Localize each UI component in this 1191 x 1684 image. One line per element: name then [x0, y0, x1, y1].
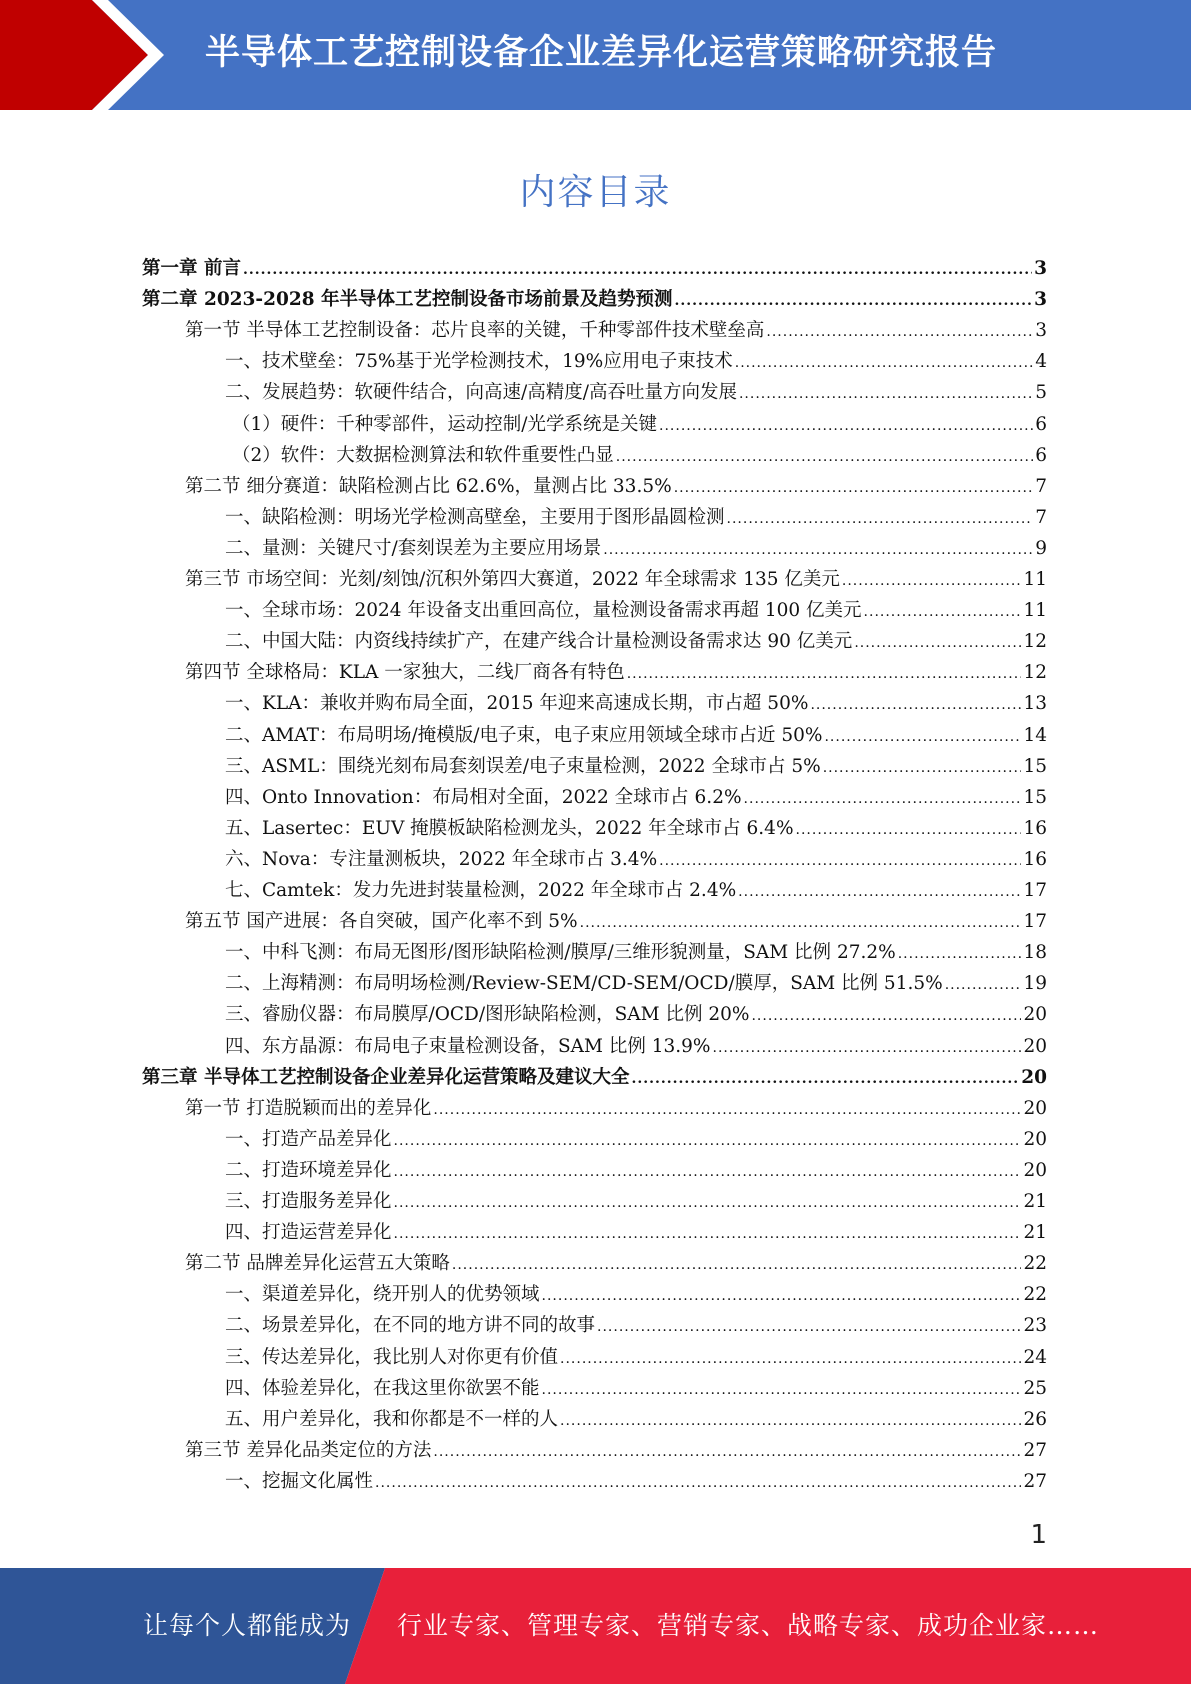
- toc-dot-leader: [842, 573, 1022, 589]
- toc-dot-leader: [542, 1288, 1022, 1304]
- report-title: 半导体工艺控制设备企业差异化运营策略研究报告: [205, 33, 998, 73]
- toc-entry[interactable]: [225, 783, 1047, 814]
- toc-dot-leader: [796, 822, 1022, 838]
- toc-dot-leader: [433, 1444, 1021, 1460]
- toc-entry-page: 16: [1023, 848, 1047, 870]
- toc-entry-title: 四、体验差异化，在我这里你欲罢不能: [225, 1377, 540, 1399]
- toc-entry-title: 第四节 全球格局：KLA 一家独大，二线厂商各有特色: [185, 662, 625, 684]
- toc-entry-page: 20: [1021, 1066, 1047, 1088]
- toc-entry-title: 第三章 半导体工艺控制设备企业差异化运营策略及建议大全: [142, 1066, 630, 1088]
- toc-entry-title: 第一节 半导体工艺控制设备：芯片良率的关键，千种零部件技术壁垒高: [185, 320, 765, 342]
- toc-entry-page: 14: [1023, 724, 1047, 746]
- toc-dot-leader: [627, 666, 1022, 682]
- toc-entry-page: 12: [1023, 662, 1047, 684]
- toc-entry[interactable]: [225, 1000, 1047, 1031]
- page-number: 1: [1030, 1520, 1047, 1550]
- toc-entry[interactable]: [225, 1125, 1047, 1156]
- toc-entry-page: 27: [1023, 1470, 1047, 1492]
- toc-entry[interactable]: [225, 814, 1047, 845]
- toc-dot-leader: [659, 418, 1033, 434]
- toc-dot-leader: [727, 511, 1034, 527]
- toc-entry-page: 7: [1035, 506, 1047, 528]
- toc-entry[interactable]: [225, 596, 1047, 627]
- toc-entry-title: 二、AMAT：布局明场/掩模版/电子束，电子束应用领域全球市占近 50%: [225, 724, 823, 746]
- toc-entry-title: 三、ASML：围绕光刻布局套刻误差/电子束量检测，2022 全球市占 5%: [225, 755, 821, 777]
- toc-entry-page: 13: [1023, 693, 1047, 715]
- toc-entry[interactable]: [185, 316, 1047, 347]
- toc-entry-page: 6: [1035, 413, 1047, 435]
- toc-entry-page: 6: [1035, 444, 1047, 466]
- toc-entry-title: 第二节 细分赛道：缺陷检测占比 62.6%，量测占比 33.5%: [185, 475, 672, 497]
- toc-entry-title: 一、中科飞测：布局无图形/图形缺陷检测/膜厚/三维形貌测量，SAM 比例 27.2%: [225, 942, 896, 964]
- toc-entry-title: 一、挖掘文化属性: [225, 1470, 374, 1492]
- toc-entry-page: 20: [1023, 1128, 1047, 1150]
- toc-dot-leader: [631, 1071, 1019, 1087]
- toc-entry[interactable]: [225, 876, 1047, 907]
- toc-entry[interactable]: [225, 1343, 1047, 1374]
- toc-dot-leader: [616, 449, 1033, 465]
- footer-slogan-right: 行业专家、管理专家、营销专家、战略专家、成功企业家……: [397, 1611, 1100, 1640]
- toc-entry[interactable]: [225, 721, 1047, 752]
- toc-entry-title: 第三节 市场空间：光刻/刻蚀/沉积外第四大赛道，2022 年全球需求 135 亿美元: [185, 569, 840, 590]
- toc-entry-page: 16: [1023, 817, 1047, 839]
- toc-entry-page: 27: [1023, 1439, 1047, 1461]
- toc-entry-title: 第一节 打造脱颖而出的差异化: [185, 1097, 432, 1119]
- toc-dot-leader: [375, 1475, 1021, 1491]
- toc-entry-title: 一、打造产品差异化: [225, 1128, 392, 1150]
- toc-entry[interactable]: [225, 1280, 1047, 1311]
- toc-dot-leader: [864, 604, 1022, 620]
- toc-entry[interactable]: [232, 410, 1047, 441]
- toc-dot-leader: [394, 1195, 1022, 1211]
- toc-entry-title: 三、打造服务差异化: [225, 1191, 392, 1212]
- toc-dot-leader: [394, 1133, 1022, 1149]
- toc-entry-title: 一、缺陷检测：明场光学检测高壁垒，主要用于图形晶圆检测: [225, 506, 725, 528]
- toc-dot-leader: [243, 262, 1032, 278]
- toc-entry[interactable]: [185, 907, 1047, 938]
- toc-dot-leader: [810, 697, 1021, 713]
- toc-entry[interactable]: [225, 378, 1047, 409]
- toc-entry[interactable]: [185, 1094, 1047, 1125]
- toc-entry-title: 二、中国大陆：内资线持续扩产，在建产线合计量检测设备需求达 90 亿美元: [225, 631, 853, 653]
- toc-entry-title: 五、用户差异化，我和你都是不一样的人: [225, 1408, 559, 1430]
- toc-dot-leader: [766, 324, 1033, 340]
- toc-entry[interactable]: [225, 1311, 1047, 1342]
- toc-entry[interactable]: [185, 472, 1047, 503]
- footer-slogan-left: 让每个人都能成为: [143, 1611, 352, 1640]
- toc-entry-title: 第一章 前言: [142, 258, 241, 279]
- toc-entry-title: 二、发展趋势：软硬件结合，向高速/高精度/高吞吐量方向发展: [225, 382, 737, 404]
- toc-dot-leader: [580, 915, 1022, 931]
- toc-dot-leader: [560, 1413, 1021, 1429]
- toc-entry-page: 11: [1023, 569, 1047, 590]
- toc-dot-leader: [597, 1319, 1021, 1335]
- toc-entry[interactable]: [225, 689, 1047, 720]
- toc-entry-page: 23: [1023, 1315, 1047, 1337]
- toc-entry[interactable]: [142, 1063, 1047, 1094]
- toc-dot-leader: [713, 1040, 1022, 1056]
- toc-entry-title: 三、传达差异化，我比别人对你更有价值: [225, 1346, 559, 1368]
- toc-entry-title: 四、打造运营差异化: [225, 1222, 392, 1244]
- toc-entry[interactable]: [225, 1218, 1047, 1249]
- toc-entry-page: 20: [1023, 1097, 1047, 1119]
- toc-entry-page: 11: [1023, 600, 1047, 622]
- toc-entry-page: 18: [1023, 942, 1047, 964]
- header-banner: [0, 0, 1191, 110]
- toc-entry[interactable]: [225, 1156, 1047, 1187]
- toc-entry-title: 三、睿励仪器：布局膜厚/OCD/图形缺陷检测，SAM 比例 20%: [225, 1004, 750, 1026]
- toc-entry-page: 21: [1023, 1222, 1047, 1244]
- toc-dot-leader: [824, 729, 1021, 745]
- toc-entry-page: 15: [1023, 755, 1047, 777]
- toc-entry-page: 22: [1023, 1284, 1047, 1306]
- toc-entry-page: 3: [1034, 258, 1047, 279]
- toc-dot-leader: [560, 1351, 1021, 1367]
- toc-entry[interactable]: [225, 1467, 1047, 1498]
- toc-dot-leader: [735, 355, 1033, 371]
- toc-entry[interactable]: [225, 969, 1047, 1000]
- toc-entry-title: 二、量测：关键尺寸/套刻误差为主要应用场景: [225, 537, 602, 559]
- toc-dot-leader: [854, 635, 1021, 651]
- toc-entry-title: 四、东方晶源：布局电子束量检测设备，SAM 比例 13.9%: [225, 1035, 711, 1057]
- toc-entry[interactable]: [185, 658, 1047, 689]
- toc-entry-page: 22: [1023, 1253, 1047, 1275]
- toc-entry-title: 一、技术壁垒：75%基于光学检测技术，19%应用电子束技术: [225, 351, 733, 373]
- toc-entry-title: 第二章 2023-2028 年半导体工艺控制设备市场前景及趋势预测: [142, 289, 673, 311]
- toc-dot-leader: [675, 293, 1033, 309]
- toc-entry-page: 20: [1023, 1035, 1047, 1057]
- toc-entry-title: 第二节 品牌差异化运营五大策略: [185, 1253, 450, 1275]
- toc-entry[interactable]: [185, 1436, 1047, 1467]
- toc-entry-title: 一、全球市场：2024 年设备支出重回高位，量检测设备需求再超 100 亿美元: [225, 600, 862, 622]
- toc-entry[interactable]: [225, 627, 1047, 658]
- toc-entry-page: 3: [1035, 320, 1047, 342]
- toc-entry-title: （2）软件：大数据检测算法和软件重要性凸显: [232, 444, 614, 466]
- toc-entry-page: 5: [1035, 382, 1047, 404]
- toc-entry[interactable]: [232, 441, 1047, 472]
- toc-entry[interactable]: [225, 503, 1047, 534]
- toc-entry-page: 4: [1035, 351, 1047, 373]
- toc-dot-leader: [823, 760, 1022, 776]
- toc-entry[interactable]: [225, 845, 1047, 876]
- toc-entry-page: 21: [1023, 1191, 1047, 1212]
- toc-entry-page: 20: [1023, 1159, 1047, 1181]
- toc-entry-title: 一、渠道差异化，绕开别人的优势领域: [225, 1284, 540, 1306]
- footer-banner: [0, 1568, 1191, 1684]
- toc-dot-leader: [674, 480, 1034, 496]
- toc-entry-title: 第五节 国产进展：各自突破，国产化率不到 5%: [185, 911, 578, 933]
- toc-entry-title: 二、场景差异化，在不同的地方讲不同的故事: [225, 1315, 596, 1337]
- toc-entry[interactable]: [142, 254, 1047, 285]
- toc-entry-page: 20: [1023, 1004, 1047, 1026]
- toc-dot-leader: [898, 946, 1022, 962]
- toc-dot-leader: [394, 1164, 1022, 1180]
- toc-entry[interactable]: [225, 534, 1047, 565]
- toc-entry-title: 四、Onto Innovation：布局相对全面，2022 全球市占 6.2%: [225, 786, 742, 808]
- toc-entry[interactable]: [142, 285, 1047, 316]
- toc-entry-title: 七、Camtek：发力先进封装量检测，2022 年全球市占 2.4%: [225, 880, 737, 901]
- toc-entry-title: 第三节 差异化品类定位的方法: [185, 1439, 432, 1461]
- toc-entry-page: 7: [1035, 475, 1047, 497]
- toc-entry[interactable]: [225, 938, 1047, 969]
- toc-dot-leader: [603, 542, 1033, 558]
- toc-entry[interactable]: [225, 1405, 1047, 1436]
- toc-entry-page: 3: [1034, 289, 1047, 311]
- toc-entry-page: 17: [1023, 880, 1047, 901]
- toc-dot-leader: [751, 1008, 1021, 1024]
- toc-entry[interactable]: [225, 1187, 1047, 1218]
- toc-dot-leader: [452, 1257, 1022, 1273]
- toc-entry[interactable]: [225, 347, 1047, 378]
- toc-heading: 内容目录: [519, 172, 672, 213]
- toc-entry-page: 9: [1035, 537, 1047, 559]
- toc-dot-leader: [738, 884, 1021, 900]
- toc-entry-page: 24: [1023, 1346, 1047, 1368]
- toc-entry-title: 五、Lasertec：EUV 掩膜板缺陷检测龙头，2022 年全球市占 6.4%: [225, 817, 794, 839]
- toc-entry-title: 二、打造环境差异化: [225, 1159, 392, 1181]
- toc-dot-leader: [659, 853, 1021, 869]
- toc-entry-page: 19: [1023, 973, 1047, 995]
- toc-dot-leader: [394, 1226, 1022, 1242]
- toc-entry-page: 25: [1023, 1377, 1047, 1399]
- toc-entry-page: 17: [1023, 911, 1047, 933]
- toc-entry-title: （1）硬件：千种零部件，运动控制/光学系统是关键: [232, 413, 658, 435]
- toc-entry-title: 二、上海精测：布局明场检测/Review-SEM/CD-SEM/OCD/膜厚，SAM 比例 51.5%: [225, 973, 943, 995]
- toc-entry[interactable]: [185, 565, 1047, 596]
- toc-entry-title: 六、Nova：专注量测板块，2022 年全球市占 3.4%: [225, 848, 658, 870]
- toc-entry-page: 12: [1023, 631, 1047, 653]
- toc-dot-leader: [433, 1102, 1021, 1118]
- toc-entry-page: 26: [1023, 1408, 1047, 1430]
- toc-entry[interactable]: [225, 752, 1047, 783]
- toc-dot-leader: [542, 1382, 1022, 1398]
- toc-entry-title: 一、KLA：兼收并购布局全面，2015 年迎来高速成长期，市占超 50%: [225, 693, 809, 715]
- toc-entry[interactable]: [225, 1032, 1047, 1063]
- toc-dot-leader: [744, 791, 1022, 807]
- toc-entry-page: 15: [1023, 786, 1047, 808]
- toc-dot-leader: [739, 386, 1033, 402]
- toc-dot-leader: [945, 977, 1022, 993]
- toc-entry[interactable]: [185, 1249, 1047, 1280]
- toc-entry[interactable]: [225, 1374, 1047, 1405]
